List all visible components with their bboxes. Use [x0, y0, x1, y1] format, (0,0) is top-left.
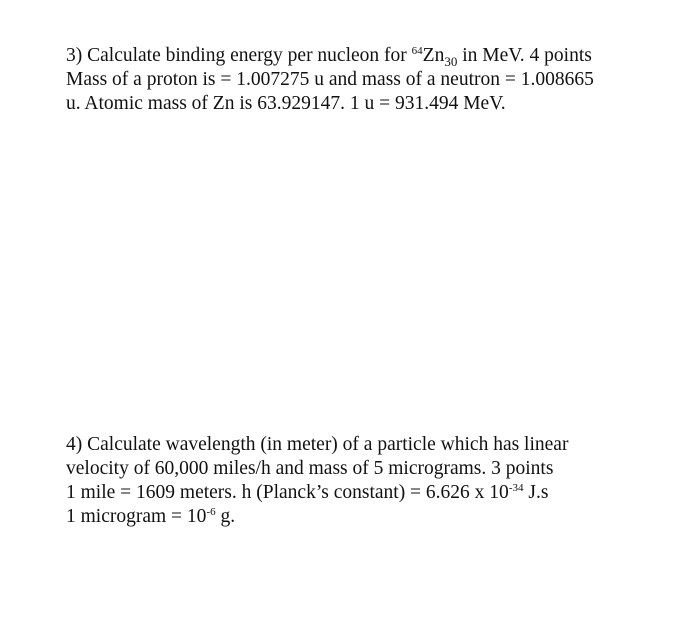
zinc-symbol: Zn — [422, 45, 445, 66]
zinc-atomic-number: 30 — [444, 53, 458, 69]
question-3-prefix: 3) Calculate binding energy per nucleon for — [66, 45, 412, 66]
question-3-suffix: in MeV. 4 points — [457, 45, 592, 66]
microgram-unit: g. — [215, 506, 236, 527]
question-4-line-3 — [66, 481, 568, 505]
question-3-line-1 — [66, 44, 594, 68]
question-4-line-1: 4) Calculate wavelength (in meter) of a particle which has linear — [66, 434, 569, 455]
zinc-mass-number: 64 — [411, 45, 423, 58]
microgram-prefix: 1 microgram = 10 — [66, 506, 207, 527]
question-4-line-4 — [66, 505, 568, 529]
microgram-exponent: -6 — [206, 506, 216, 519]
planck-unit: J.s — [523, 482, 549, 503]
planck-exponent: -34 — [508, 482, 524, 495]
question-4-line-2: velocity of 60,000 miles/h and mass of 5 micrograms. 3 points — [66, 458, 554, 479]
question-3-line-2: Mass of a proton is = 1.007275 u and mass of a neutron = 1.008665 — [66, 69, 594, 90]
question-3-line-3: u. Atomic mass of Zn is 63.929147. 1 u = 931.494 MeV. — [66, 93, 506, 114]
question-3 — [66, 44, 594, 116]
question-4 — [66, 433, 568, 529]
planck-constant-prefix: 1 mile = 1609 meters. h (Planck’s constant) = 6.626 x 10 — [66, 482, 509, 503]
